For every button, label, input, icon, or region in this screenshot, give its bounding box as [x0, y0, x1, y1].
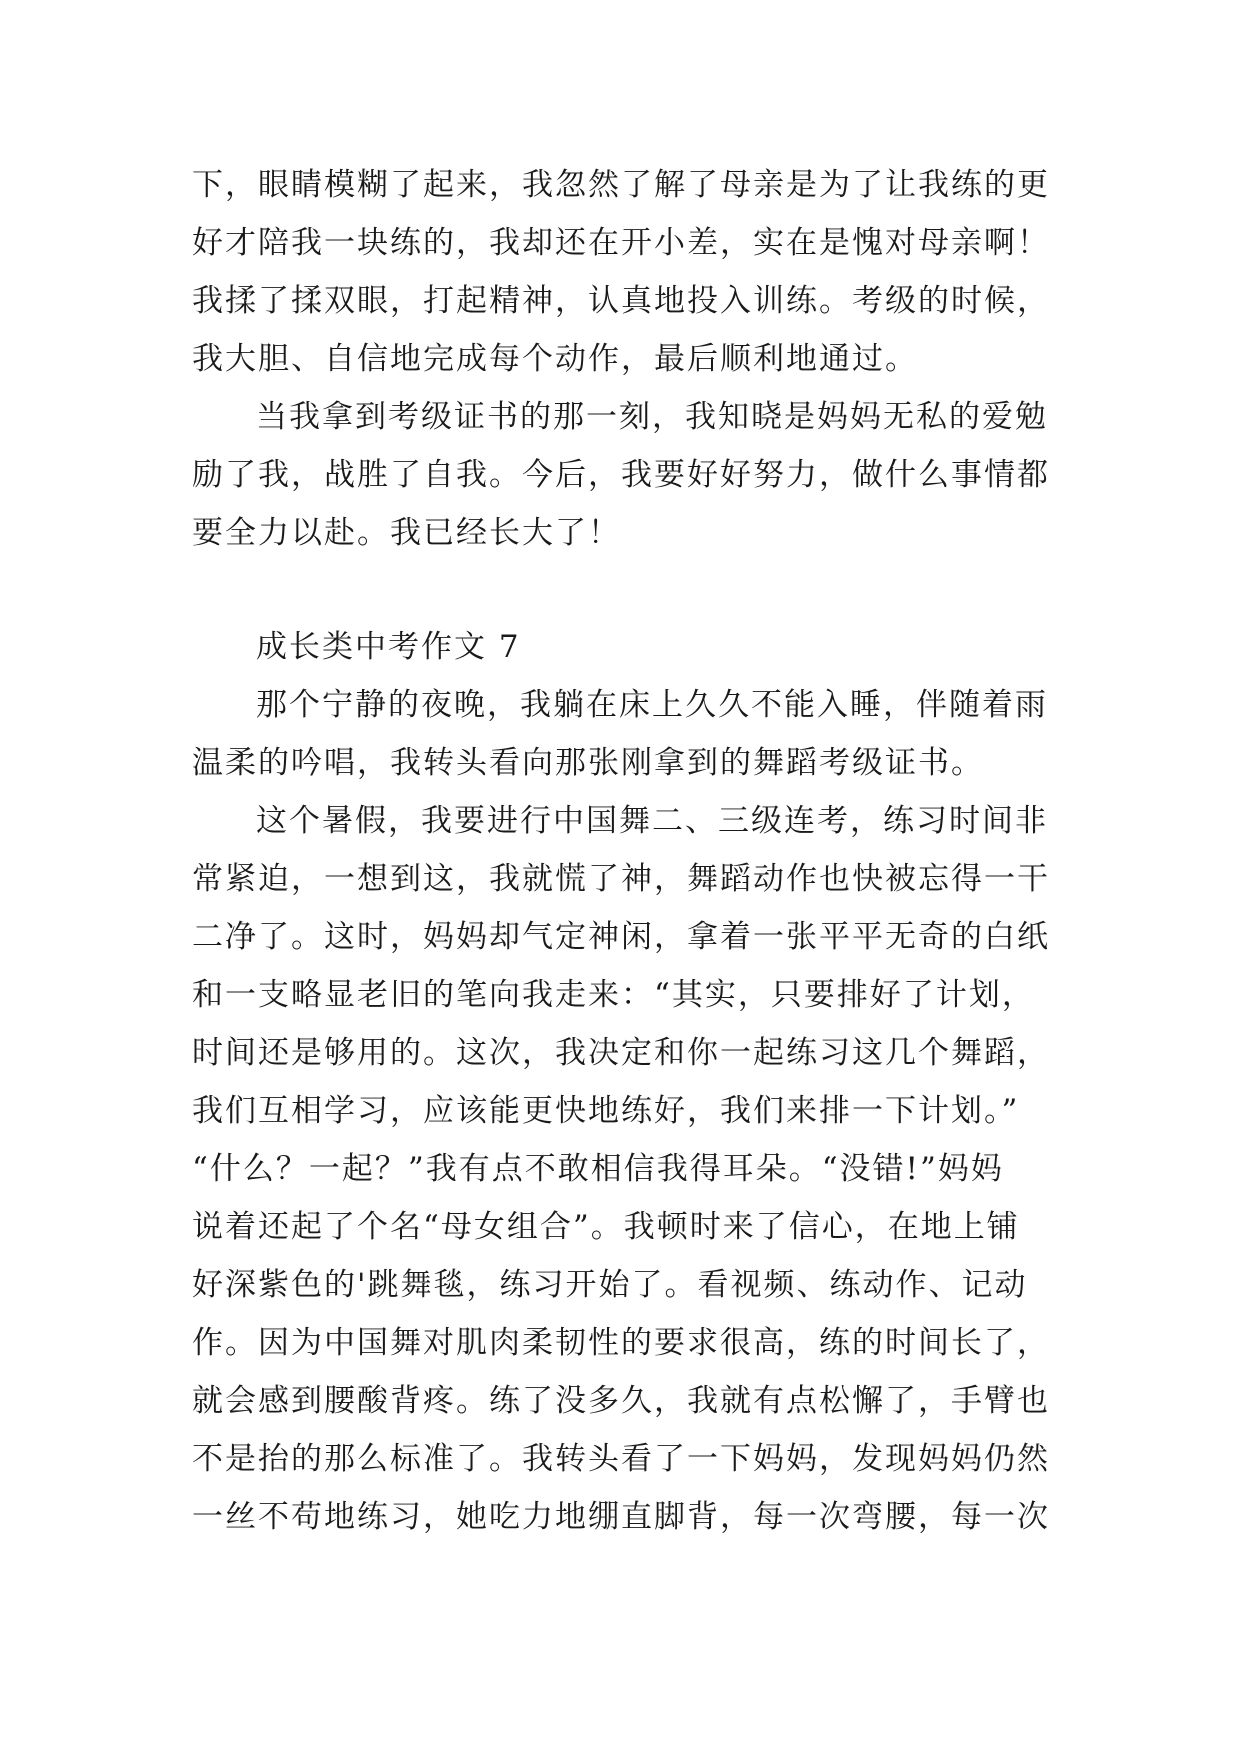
- paragraph-start: 这个暑假，我要进行中国舞二、三级连考，练习时间非: [256, 803, 1048, 839]
- text-line: “什么？一起？”我有点不敢相信我得耳朵。“没错!”妈妈: [192, 1151, 1004, 1187]
- essay-7: [192, 618, 1062, 1546]
- paragraph-start: 当我拿到考级证书的那一刻，我知晓是妈妈无私的爱勉: [256, 399, 1048, 435]
- text-line: 励了我，战胜了自我。今后，我要好好努力，做什么事情都: [192, 457, 1050, 493]
- previous-essay-ending: [192, 156, 1062, 562]
- text-line: 好才陪我一块练的，我却还在开小差，实在是愧对母亲啊！: [192, 225, 1050, 261]
- text-line: 温柔的吟唱，我转头看向那张刚拿到的舞蹈考级证书。: [192, 745, 984, 781]
- text-line: 我大胆、自信地完成每个动作，最后顺利地通过。: [192, 341, 918, 377]
- text-line: 不是抬的那么标准了。我转头看了一下妈妈，发现妈妈仍然: [192, 1441, 1050, 1477]
- text-line: 一丝不苟地练习，她吃力地绷直脚背，每一次弯腰，每一次: [192, 1499, 1050, 1535]
- paragraph-start: 那个宁静的夜晚，我躺在床上久久不能入睡，伴随着雨: [256, 687, 1048, 723]
- text-line: 我揉了揉双眼，打起精神，认真地投入训练。考级的时候，: [192, 283, 1050, 319]
- text-line: 好深紫色的'跳舞毯，练习开始了。看视频、练动作、记动: [192, 1267, 1028, 1303]
- text-line: 要全力以赴。我已经长大了！: [192, 515, 621, 551]
- text-line: 时间还是够用的。这次，我决定和你一起练习这几个舞蹈，: [192, 1035, 1050, 1071]
- text-line: 下，眼睛模糊了起来，我忽然了解了母亲是为了让我练的更: [192, 167, 1050, 203]
- text-line: 我们互相学习，应该能更快地练好，我们来排一下计划。”: [192, 1093, 1020, 1129]
- text-line: 就会感到腰酸背疼。练了没多久，我就有点松懈了，手臂也: [192, 1383, 1050, 1419]
- text-line: 常紧迫，一想到这，我就慌了神，舞蹈动作也快被忘得一干: [192, 861, 1050, 897]
- text-line: 和一支略显老旧的笔向我走来：“其实，只要排好了计划，: [192, 977, 1035, 1013]
- text-line: 二净了。这时，妈妈却气定神闲，拿着一张平平无奇的白纸: [192, 919, 1050, 955]
- text-line: 作。因为中国舞对肌肉柔韧性的要求很高，练的时间长了，: [192, 1325, 1050, 1361]
- text-line: 说着还起了个名“母女组合”。我顿时来了信心，在地上铺: [192, 1209, 1020, 1245]
- essay-title: 成长类中考作文 7: [256, 629, 521, 665]
